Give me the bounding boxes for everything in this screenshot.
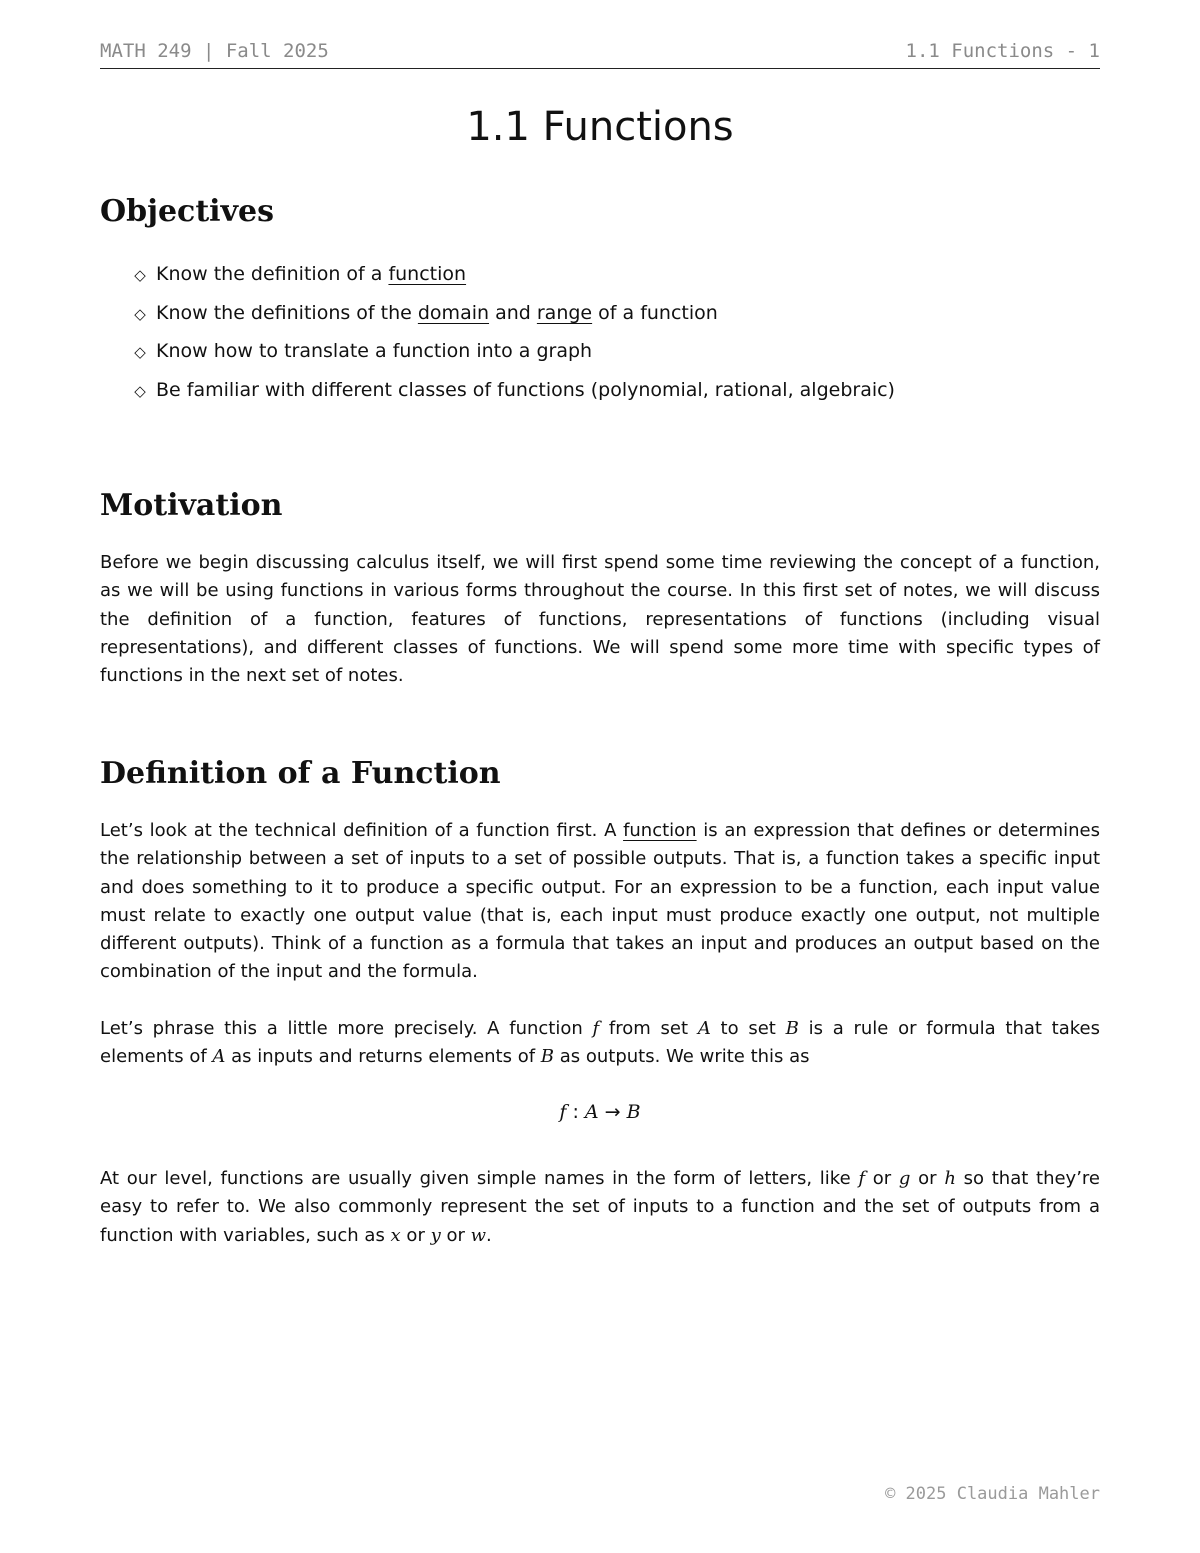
term-range: range — [536, 301, 593, 324]
course-label: MATH 249 | Fall 2025 — [100, 40, 329, 62]
list-item: ◇ Know how to translate a function into a graph — [130, 333, 895, 372]
definition-paragraph-1: Let’s look at the technical definition of a function first. A function is an expression that defines or determines the relationship between a set of inputs to a set of possible outputs. That is, a function takes a specific input and does something to it to produce a specific output. For an expression to be a function, each input value must relate to exactly one output value (that is, each input must produce exactly one output, not multiple different outputs). Think of a function as a formula that takes an input and produces an output based on the combination of the input and the formula. — [100, 820, 1100, 983]
term-domain: domain — [417, 301, 490, 324]
page-label: 1.1 Functions - 1 — [905, 40, 1100, 62]
diamond-icon: ◇ — [134, 266, 146, 284]
list-item: ◇ Know the definition of a function — [130, 256, 895, 295]
motivation-paragraph: Before we begin discussing calculus itself, we will first spend some time reviewing the concept of a function, as we will be using functions in various forms throughout the course. In this first set of notes, we will discuss the definition of a function, features of functions, representations of functions (including visual representations), and different classes of functions. We will spend some more time with specific types of functions in the next set of notes. — [100, 552, 1100, 687]
motivation-heading: Motivation — [100, 488, 283, 523]
term-function: function — [623, 820, 697, 841]
diamond-icon: ◇ — [134, 304, 146, 323]
definition-paragraph-3: At our level, functions are usually given simple names in the form of letters, like f or g or h so that they’re easy to refer to. We also commonly represent the set of inputs to a function and the set of outputs from a function with variables, such as x or y or w. — [100, 1168, 1101, 1246]
objectives-list — [130, 256, 895, 410]
definition-paragraph-2: Let’s phrase this a little more precisely. A function f from set A to set B is a rule or formula that takes elements of A as inputs and returns elements of B as outputs. We write this as — [100, 1018, 1100, 1068]
page-header — [100, 38, 1100, 69]
copyright-footer: © 2025 Claudia Mahler — [885, 1484, 1100, 1504]
page-title: 1.1 Functions — [466, 104, 734, 150]
objectives-heading: Objectives — [100, 194, 274, 229]
function-notation: f : A → B — [559, 1101, 641, 1123]
definition-heading: Definition of a Function — [100, 756, 501, 791]
list-item: ◇ Know the definitions of the domain and range of a function — [130, 295, 895, 334]
diamond-icon: ◇ — [134, 381, 146, 400]
term-function: function — [388, 263, 467, 285]
diamond-icon: ◇ — [134, 343, 146, 361]
list-item: ◇ Be familiar with different classes of functions (polynomial, rational, algebraic) — [130, 372, 895, 411]
